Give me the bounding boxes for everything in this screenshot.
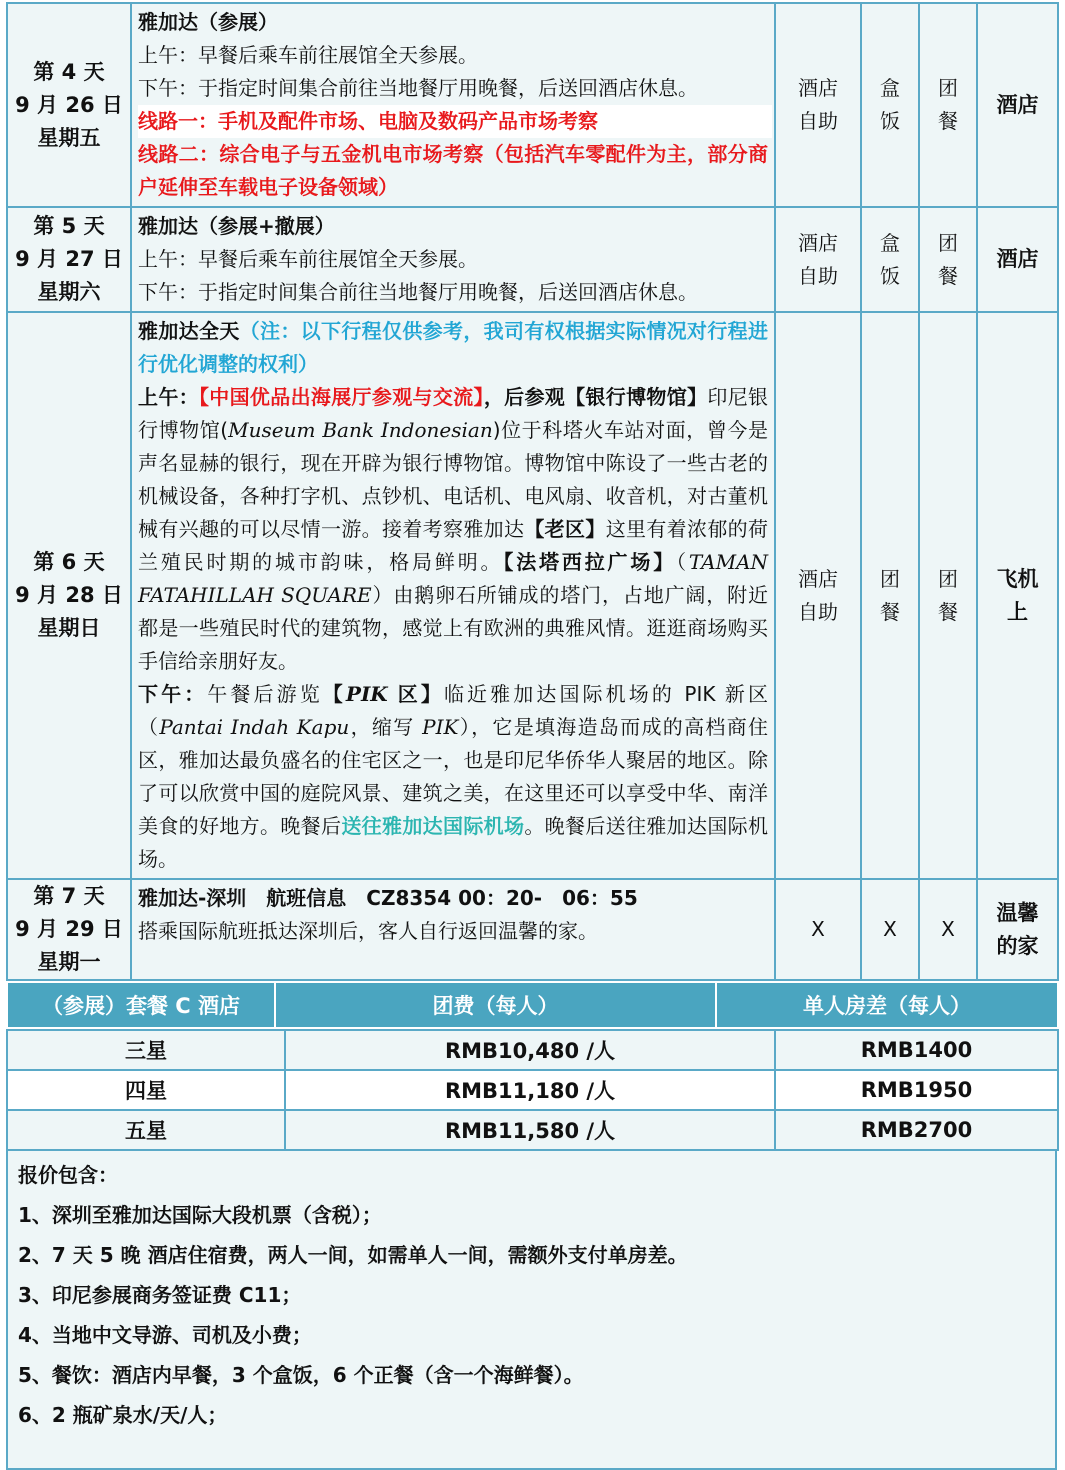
tour-fee: RMB10,480 /人 bbox=[285, 1030, 775, 1070]
dinner-cell: 团餐 bbox=[919, 207, 977, 312]
single-supplement: RMB1400 bbox=[775, 1030, 1058, 1070]
day-weekday: 星期日 bbox=[37, 616, 101, 640]
price-includes-section bbox=[6, 1151, 1057, 1470]
day-note: （注：以下行程仅供参考，我司有权根据实际情况对行程进行优化调整的权利） bbox=[138, 319, 769, 376]
day-description bbox=[131, 879, 775, 980]
hotel-tier: 五星 bbox=[7, 1110, 285, 1150]
showroom-highlight: 【中国优品出海展厅参观与交流】 bbox=[198, 385, 484, 409]
day-title: 雅加达（参展+撤展） bbox=[138, 214, 335, 238]
day-text: 搭乘国际航班抵达深圳后，客人自行返回温馨的家。 bbox=[138, 919, 598, 943]
dinner-cell: X bbox=[919, 879, 977, 980]
day-cell bbox=[7, 312, 131, 879]
route-two: 线路二：综合电子与五金机电市场考察（包括汽车零配件为主，部分商户延伸至车载电子设备领域） bbox=[138, 142, 768, 199]
fee-header: 团费（每人） bbox=[275, 982, 716, 1028]
price-row bbox=[7, 1070, 1058, 1110]
includes-item: 6、2 瓶矿泉水/天/人； bbox=[18, 1403, 228, 1427]
breakfast-cell: 酒店自助 bbox=[775, 3, 861, 207]
day-description bbox=[131, 3, 775, 207]
itinerary-row-day7 bbox=[7, 879, 1058, 980]
single-supplement: RMB2700 bbox=[775, 1110, 1058, 1150]
morning-text: 上午：早餐后乘车前往展馆全天参展。 bbox=[138, 43, 478, 67]
includes-item: 2、7 天 5 晚 酒店住宿费，两人一间，如需单人一间，需额外支付单房差。 bbox=[18, 1243, 688, 1267]
price-row bbox=[7, 1110, 1058, 1150]
afternoon-text: 下午：于指定时间集合前往当地餐厅用晚餐，后送回酒店休息。 bbox=[138, 280, 698, 304]
dinner-cell: 团餐 bbox=[919, 3, 977, 207]
hotel-cell: 飞机上 bbox=[977, 312, 1058, 879]
itinerary-table bbox=[6, 2, 1059, 981]
day-description bbox=[131, 312, 775, 879]
day-cell bbox=[7, 3, 131, 207]
day-weekday: 星期六 bbox=[37, 280, 101, 304]
includes-title: 报价包含： bbox=[18, 1163, 118, 1187]
itinerary-row-day6 bbox=[7, 312, 1058, 879]
itinerary-row-day4 bbox=[7, 3, 1058, 207]
day-date: 9 月 28 日 bbox=[15, 583, 123, 607]
day-label: 第 6 天 bbox=[33, 550, 105, 574]
hotel-cell: 温馨的家 bbox=[977, 879, 1058, 980]
day-title: 雅加达全天 bbox=[138, 319, 240, 343]
lunch-cell: X bbox=[861, 879, 919, 980]
afternoon-text: 下午：于指定时间集合前往当地餐厅用晚餐，后送回酒店休息。 bbox=[138, 76, 698, 100]
day-label: 第 5 天 bbox=[33, 214, 105, 238]
hotel-cell: 酒店 bbox=[977, 207, 1058, 312]
old-town-label: 【老区】 bbox=[524, 517, 606, 541]
day6-paragraph-1 bbox=[138, 315, 768, 381]
day-weekday: 星期五 bbox=[37, 125, 101, 150]
includes-item: 1、深圳至雅加达国际大段机票（含税）； bbox=[18, 1203, 382, 1227]
breakfast-cell: 酒店自助 bbox=[775, 312, 861, 879]
includes-item: 5、餐饮：酒店内早餐，3 个盒饭，6 个正餐（含一个海鲜餐）。 bbox=[18, 1363, 584, 1387]
price-row bbox=[7, 1030, 1058, 1070]
day-cell bbox=[7, 879, 131, 980]
hotel-tier: 四星 bbox=[7, 1070, 285, 1110]
tour-fee: RMB11,580 /人 bbox=[285, 1110, 775, 1150]
dinner-cell: 团餐 bbox=[919, 312, 977, 879]
route-one: 线路一：手机及配件市场、电脑及数码产品市场考察 bbox=[138, 105, 772, 138]
package-header: （参展）套餐 C 酒店 bbox=[7, 982, 275, 1028]
tour-fee: RMB11,180 /人 bbox=[285, 1070, 775, 1110]
single-supplement: RMB1950 bbox=[775, 1070, 1058, 1110]
bank-museum-label: 【银行博物馆】 bbox=[565, 385, 708, 409]
price-table bbox=[6, 1029, 1059, 1151]
breakfast-cell: 酒店自助 bbox=[775, 207, 861, 312]
day-title: 雅加达-深圳 航班信息 CZ8354 00：20- 06：55 bbox=[138, 886, 638, 910]
day-date: 9 月 26 日 bbox=[15, 92, 123, 117]
lunch-cell: 团餐 bbox=[861, 312, 919, 879]
day-date: 9 月 27 日 bbox=[15, 247, 123, 271]
day-cell bbox=[7, 207, 131, 312]
hotel-cell: 酒店 bbox=[977, 3, 1058, 207]
single-supplement-header: 单人房差（每人） bbox=[716, 982, 1058, 1028]
price-header-row bbox=[7, 982, 1058, 1028]
lunch-cell: 盒饭 bbox=[861, 207, 919, 312]
day-date: 9 月 29 日 bbox=[15, 917, 123, 941]
day-label: 第 7 天 bbox=[33, 884, 105, 908]
airport-transfer-highlight: 送往雅加达国际机场 bbox=[341, 814, 525, 838]
includes-item: 3、印尼参展商务签证费 C11； bbox=[18, 1283, 302, 1307]
lunch-cell: 盒饭 bbox=[861, 3, 919, 207]
day-title: 雅加达（参展） bbox=[138, 10, 278, 34]
day-description bbox=[131, 207, 775, 312]
itinerary-page bbox=[6, 2, 1057, 1470]
day6-paragraph-2: 上午：【中国优品出海展厅参观与交流】，后参观【银行博物馆】印尼银行博物馆(Museum Bank Indonesian)位于科塔火车站对面，曾今是声名显赫的银行，现在开辟为银行博物馆。博物馆中陈设了一些古老的机械设备，各种打字机、点钞机、电话机、电风扇、收音机，对古董机械有兴趣的可以尽情一游。接着考察雅加达【老区】这里有着浓郁的荷兰殖民时期的城市韵味，格局鲜明。【法塔西拉广场】（TAMAN FATAHILLAH SQUARE）由鹅卵石所铺成的塔门，占地广阔，附近都是一些殖民时代的建筑物，感觉上有欧洲的典雅风情。逛逛商场购买手信给亲朋好友。 bbox=[138, 385, 769, 673]
includes-item: 4、当地中文导游、司机及小费； bbox=[18, 1323, 312, 1347]
day-weekday: 星期一 bbox=[37, 950, 101, 974]
day-label: 第 4 天 bbox=[33, 59, 105, 84]
hotel-tier: 三星 bbox=[7, 1030, 285, 1070]
price-header-table bbox=[6, 981, 1059, 1029]
itinerary-row-day5 bbox=[7, 207, 1058, 312]
morning-text: 上午：早餐后乘车前往展馆全天参展。 bbox=[138, 247, 478, 271]
breakfast-cell: X bbox=[775, 879, 861, 980]
day6-paragraph-3: 下午：午餐后游览【PIK 区】临近雅加达国际机场的 PIK 新区（Pantai Indah Kapu，缩写 PIK），它是填海造岛而成的高档商住区，雅加达最负盛名的住宅区之一，也是印尼华侨华人聚居的地区。除了可以欣赏中国的庭院风景、建筑之美，在这里还可以享受中华、南洋美食的好地方。晚餐后送往雅加达国际机场。晚餐后送往雅加达国际机场。 bbox=[138, 682, 769, 871]
square-label: 【法塔西拉广场】 bbox=[503, 550, 677, 574]
